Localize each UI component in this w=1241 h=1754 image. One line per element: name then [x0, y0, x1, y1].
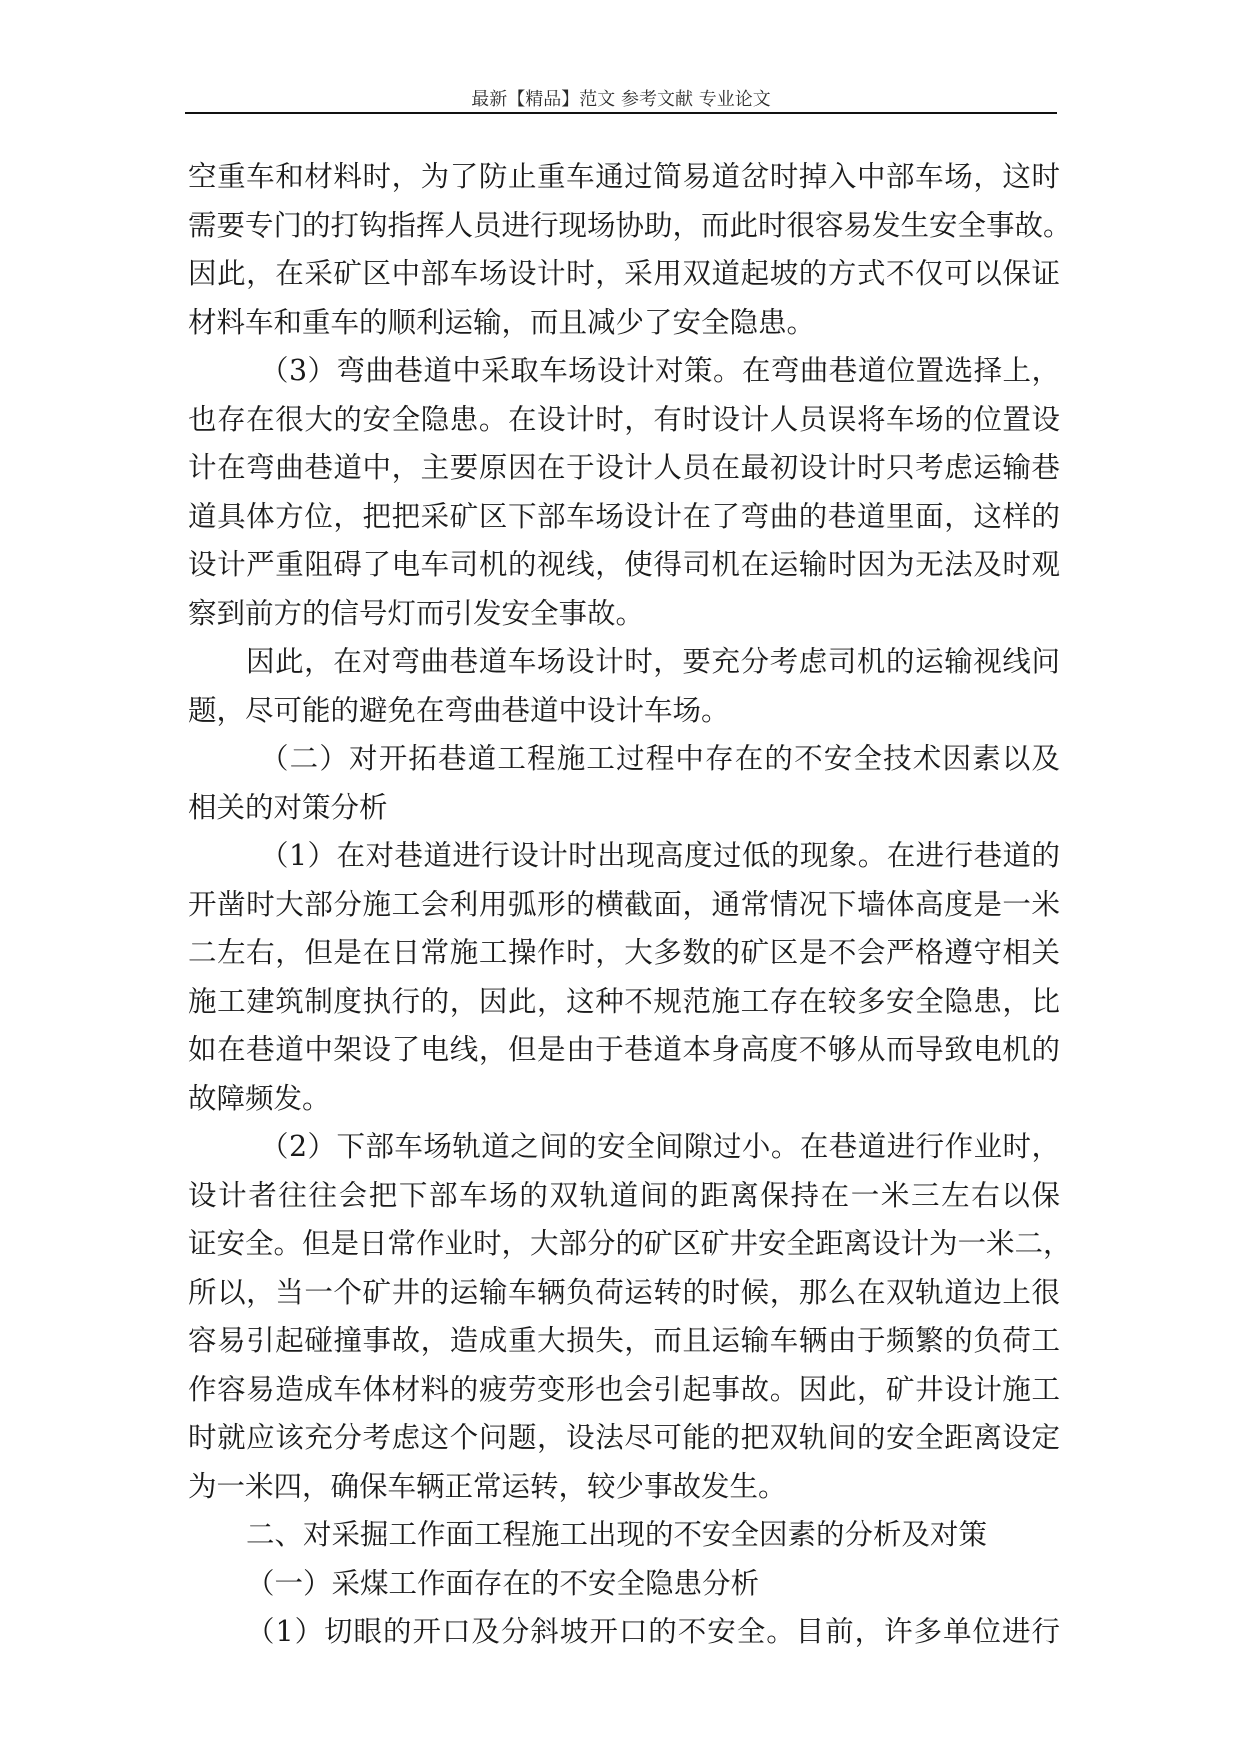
section-heading: 二、对采掘工作面工程施工出现的不安全因素的分析及对策	[246, 1518, 988, 1551]
text-line: 计在弯曲巷道中，主要原因在于设计人员在最初设计时只考虑运输巷	[188, 451, 1060, 484]
text-line: 空重车和材料时，为了防止重车通过简易道岔时掉入中部车场，这时	[188, 160, 1060, 193]
text-line: 证安全。但是日常作业时，大部分的矿区矿井安全距离设计为一米二，	[188, 1227, 1072, 1260]
text-line: 为一米四，确保车辆正常运转，较少事故发生。	[188, 1469, 787, 1503]
text-line: 需要专门的打钩指挥人员进行现场协助，而此时很容易发生安全事故。	[188, 208, 1072, 242]
text-line: 设计者往往会把下部车场的双轨道间的距离保持在一米三左右以保	[188, 1178, 1060, 1212]
text-line: 也存在很大的安全隐患。在设计时，有时设计人员误将车场的位置设	[188, 402, 1060, 436]
text-line: 题，尽可能的避免在弯曲巷道中设计车场。	[188, 693, 730, 727]
text-line: 故障频发。	[188, 1081, 331, 1115]
text-line: 设计严重阻碍了电车司机的视线，使得司机在运输时因为无法及时观	[188, 548, 1060, 581]
document-body	[188, 157, 1072, 1661]
text-line: 道具体方位，把把采矿区下部车场设计在了弯曲的巷道里面，这样的	[188, 499, 1060, 533]
text-line: （1）切眼的开口及分斜坡开口的不安全。目前，许多单位进行	[246, 1615, 1060, 1648]
text-line: 二左右，但是在日常施工操作时，大多数的矿区是不会严格遵守相关	[188, 936, 1060, 969]
page-header: 最新【精品】范文 参考文献 专业论文	[471, 89, 771, 110]
text-line: 所以，当一个矿井的运输车辆负荷运转的时候，那么在双轨道边上很	[188, 1275, 1060, 1309]
text-line: 施工建筑制度执行的，因此，这种不规范施工存在较多安全隐患，比	[188, 984, 1060, 1018]
text-line: 因此，在对弯曲巷道车场设计时，要充分考虑司机的运输视线问	[246, 645, 1060, 678]
section-heading: （一）采煤工作面存在的不安全隐患分析	[246, 1566, 760, 1600]
text-line: 因此，在采矿区中部车场设计时，采用双道起坡的方式不仅可以保证	[188, 257, 1060, 290]
section-heading: 相关的对策分析	[188, 790, 388, 824]
text-line: 容易引起碰撞事故，造成重大损失，而且运输车辆由于频繁的负荷工	[188, 1324, 1060, 1357]
text-line: 开凿时大部分施工会利用弧形的横截面，通常情况下墙体高度是一米	[188, 887, 1060, 921]
text-line: 作容易造成车体材料的疲劳变形也会引起事故。因此，矿井设计施工	[188, 1372, 1060, 1406]
section-heading: （二）对开拓巷道工程施工过程中存在的不安全技术因素以及	[260, 742, 1060, 775]
text-line: 如在巷道中架设了电线，但是由于巷道本身高度不够从而导致电机的	[188, 1033, 1060, 1066]
text-line: （1）在对巷道进行设计时出现高度过低的现象。在进行巷道的	[260, 839, 1060, 872]
text-line: 时就应该充分考虑这个问题，设法尽可能的把双轨间的安全距离设定	[188, 1421, 1060, 1454]
text-line: （2）下部车场轨道之间的安全间隙过小。在巷道进行作业时，	[260, 1130, 1060, 1163]
text-line: 察到前方的信号灯而引发安全事故。	[188, 596, 645, 630]
text-line: 材料车和重车的顺利运输，而且减少了安全隐患。	[188, 305, 816, 339]
header-divider	[185, 112, 1057, 114]
text-line: （3）弯曲巷道中采取车场设计对策。在弯曲巷道位置选择上，	[260, 354, 1060, 387]
